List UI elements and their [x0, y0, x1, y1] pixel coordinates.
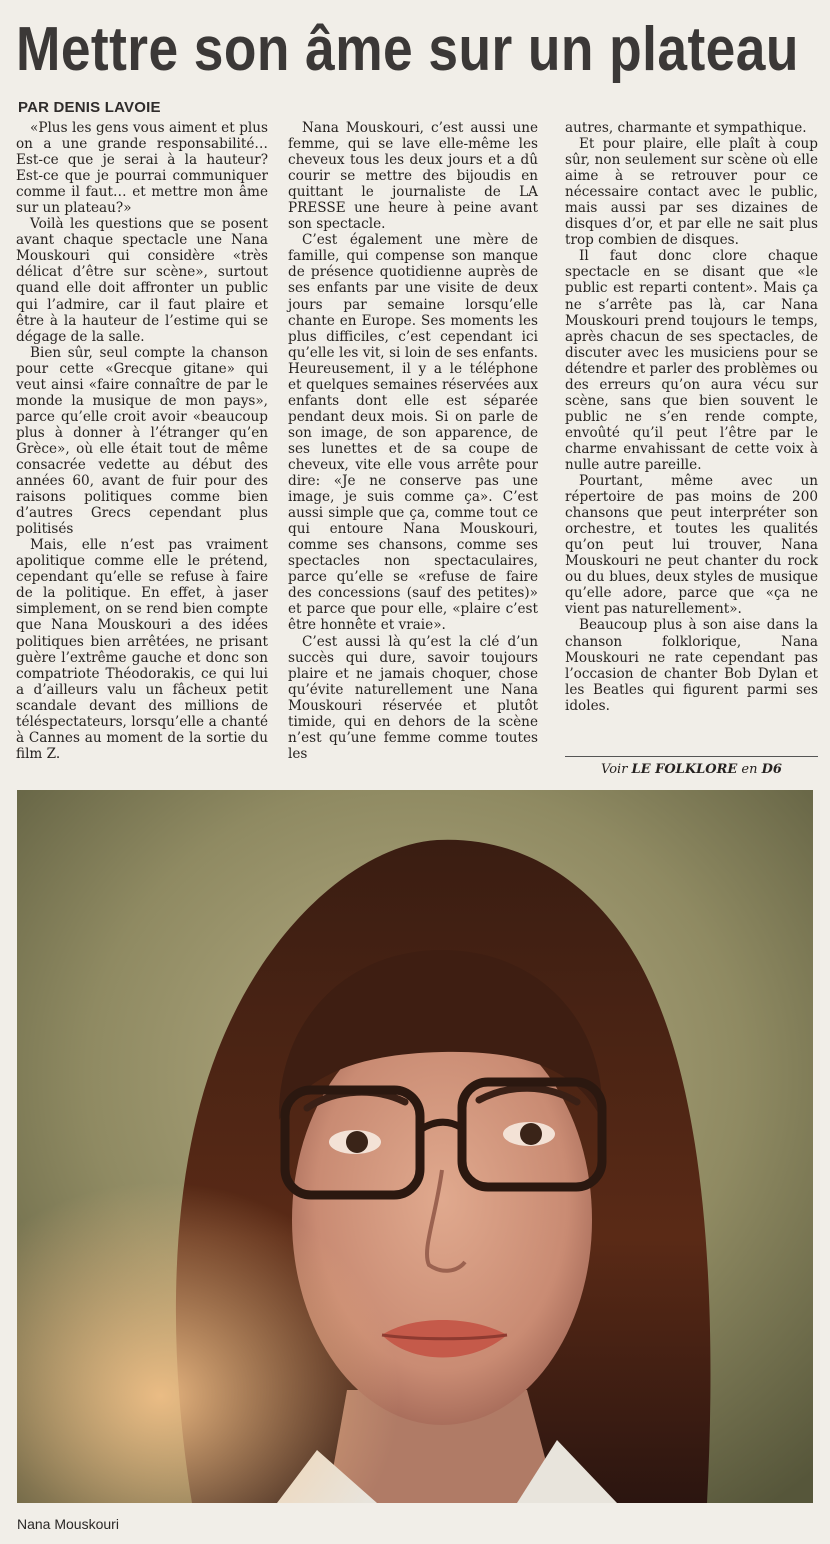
continuation-prefix: Voir	[601, 762, 632, 777]
paragraph: Voilà les questions que se posent avant chaque spectacle une Nana Mouskouri qui considère «très délicat d’être sur scène», surtout quand elle doit affronter un public qui l’admire, car il faut plaire et être à la hauteur de l’estime qui se dégage de la salle.	[16, 216, 268, 345]
paragraph: Il faut donc clore chaque spectacle en se disant que «le public est reparti content». Mais ça ne s’arrête pas là, car Nana Mouskouri prend toujours le temps, après chacun de ses spectacles, de discuter avec les musiciens pour se détendre et parler des problèmes ou des erreurs qu’on aura vécu sur scène, sans que bien souvent le public ne s’en rende compte, envoûté qu’il peut l’être par le charme envahissant de cette voix à nulle autre pareille.	[565, 248, 818, 473]
headline: Mettre son âme sur un plateau	[16, 15, 799, 84]
byline: PAR DENIS LAVOIE	[18, 99, 161, 116]
paragraph: Mais, elle n’est pas vraiment apolitique comme elle le prétend, cependant qu’elle se refuse à faire de la politique. En effet, à jaser simplement, on se rend bien compte que Nana Mouskouri a des idées politiques bien arrêtées, ne prisant guère l’extrême gauche et donc son compatriote Théodorakis, ce qui lui a d’ailleurs valu un fâcheux petit scandale devant des millions de téléspectateurs, lorsqu’elle a chanté à Cannes au moment de la sortie du film Z.	[16, 537, 268, 762]
continuation-middle: en	[737, 762, 762, 777]
article-column-3	[565, 120, 818, 714]
article-column-2	[288, 120, 538, 762]
paragraph: C’est également une mère de famille, qui compense son manque de présence quotidienne auprès de ses enfants par une visite de deux jours par semaine lorsqu’elle chante en Europe. Ses moments les plus difficiles, c’est cependant ici qu’elle les vit, si loin de ses enfants. Heureusement, il y a le téléphone et quelques semaines réservées aux enfants dont elle est séparée pendant deux mois. Si on parle de son image, de son apparence, de ses lunettes et de sa coupe de cheveux, vite elle vous arrête pour dire: «Je ne conserve pas une image, je suis comme ça». C’est aussi simple que ça, comme tout ce qui entoure Nana Mouskouri, comme ses chansons, comme ses spectacles non spectaculaires, parce qu’elle se «refuse de faire des concessions (sauf des petites)» et parce que pour elle, «plaire c’est être honnête et vraie».	[288, 232, 538, 634]
paragraph: Bien sûr, seul compte la chanson pour cette «Grecque gitane» qui veut ainsi «faire connaître de par le monde la musique de mon pays», parce qu’elle croit avoir «beaucoup plus à donner à l’étranger qu’en Grèce», où elle était tout de même consacrée vedette au début des années 60, avant de fuir pour des raisons politiques comme bien d’autres Grecs cependant plus politisés	[16, 344, 268, 538]
continuation-target: LE FOLKLORE	[631, 762, 738, 777]
paragraph: C’est aussi là qu’est la clé d’un succès qui dure, savoir toujours plaire et ne jamais choquer, chose qu’évite naturellement une Nana Mouskouri réservée et plutôt timide, qui en dehors de la scène n’est qu’une femme comme toutes les	[288, 633, 538, 762]
paragraph: Beaucoup plus à son aise dans la chanson folklorique, Nana Mouskouri ne rate cependant pas l’occasion de chanter Bob Dylan et les Beatles qui figurent parmi ses idoles.	[565, 617, 818, 714]
paragraph: «Plus les gens vous aiment et plus on a une grande responsabilité… Est-ce que je serai à la hauteur? Est-ce que je pourrai communiquer comme il faut… et mettre mon âme sur un plateau?»	[16, 120, 268, 217]
continuation-page: D6	[761, 762, 782, 777]
portrait-photo	[17, 790, 813, 1503]
photo-caption: Nana Mouskouri	[17, 1516, 119, 1532]
paragraph: autres, charmante et sympathique.	[565, 120, 807, 136]
paragraph: Pourtant, même avec un répertoire de pas moins de 200 chansons que peut interpréter son orchestre, et toutes les qualités qu’on peut lui trouver, Nana Mouskouri ne peut chanter du rock ou du blues, deux styles de musique qu’elle adore, parce que «ça ne vient pas naturellement».	[565, 473, 818, 618]
paragraph: Et pour plaire, elle plaît à coup sûr, non seulement sur scène où elle aime à se retrouver pour ce nécessaire contact avec le public, mais aussi par ses dizaines de disques d’or, et par elle ne sait plus trop combien de disques.	[565, 136, 818, 249]
continuation-reference	[565, 756, 818, 777]
article-column-1	[16, 120, 268, 762]
paragraph: Nana Mouskouri, c’est aussi une femme, qui se lave elle-même les cheveux tous les deux jours et a dû courir se mettre des bijoudis en quittant le journaliste de LA PRESSE une heure à peine avant son spectacle.	[288, 120, 538, 233]
